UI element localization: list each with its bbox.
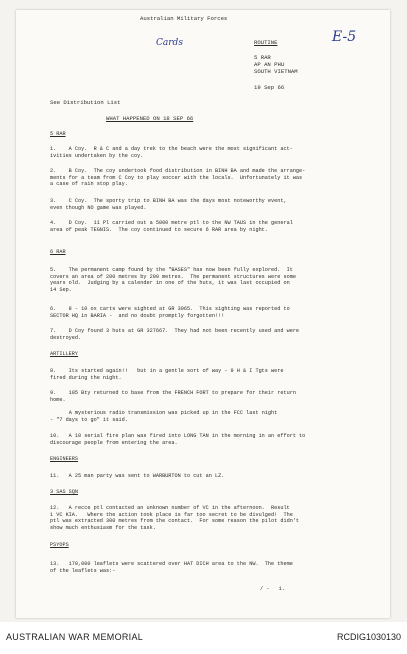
paragraph-12: 12. A recce ptl contacted an unknown number of VC in the afternoon. Result 1 VC KIA. Where the action took place is far too secret to be divulged! The ptl was extracted 300 metres from the contact. For some reason the pilot didn't show much enthusiasm for the task. xyxy=(50,505,300,531)
document-date: 19 Sep 66 xyxy=(254,84,285,91)
unit-label: 5 RAR xyxy=(254,54,271,61)
paragraph-10: 10. A 10 serial fire plan was fired into LONG TAN in the morning in an effort to discourage people from entering the area. xyxy=(50,433,306,446)
paragraph-8: 8. Its started again!! but in a gentle sort of way - 9 H & I Tgts were fired during the night. xyxy=(50,368,284,381)
section-heading-6-rar: 6 RAR xyxy=(50,249,66,255)
paragraph-4: 4. D Coy. 11 Pl carried out a 5000 metre ptl to the NW TAUS in the general area of peak TEGNIS. The coy continued to secure 6 RAR area by night. xyxy=(50,220,293,233)
section-heading-artillery: ARTILLERY xyxy=(50,351,79,357)
page-number: / - 1. xyxy=(260,586,285,592)
distribution-line: See Distribution List xyxy=(50,99,121,106)
section-heading-psyops: PSYOPS xyxy=(50,542,69,548)
routine-label: ROUTINE xyxy=(254,39,278,46)
paragraph-9b: A mysterious radio transmission was picked up in the FCC last night - "7 days to go" it said. xyxy=(50,410,278,423)
footer-archive-name: AUSTRALIAN WAR MEMORIAL xyxy=(6,632,144,642)
section-heading-5-rar: 5 RAR xyxy=(50,131,66,137)
archive-footer xyxy=(0,622,407,654)
location-line-2: SOUTH VIETNAM xyxy=(254,68,298,75)
paragraph-1: 1. A Coy. R & C and a day trek to the beach were the most significant act- ivities undertaken by the coy. xyxy=(50,146,293,159)
section-heading-3-sas-sqn: 3 SAS SQN xyxy=(50,489,79,495)
paragraph-9: 9. 105 Bty returned to base from the FRENCH FORT to prepare for their return home. xyxy=(50,390,296,403)
paragraph-5: 5. The permanent camp found by the "BASES" has now been fully explored. It covers an area of 200 metres by 200 metres. The permanent structures were some years old. Judging by a calender in one of the huts, it was last occupied on 14 Sep. xyxy=(50,267,296,293)
footer-record-id: RCDIG1030130 xyxy=(336,632,401,642)
paragraph-6: 6. 8 - 10 ox carts were sighted at GR 3065. This sighting was reported to SECTOR HQ in BARIA - and no doubt promptly forgotten!!! xyxy=(50,306,290,319)
org-heading: Australian Military Forces xyxy=(140,15,228,22)
paragraph-2: 2. B Coy. The coy undertook food distribution in BINH BA and made the arrange- ments for a team from C Coy to play soccer with the locals. Unfortunately it was a case of rain stop play. xyxy=(50,168,306,188)
section-heading-engineers: ENGINEERS xyxy=(50,456,79,462)
document-page xyxy=(16,10,390,618)
paragraph-3: 3. C Coy. The sporty trip to BINH BA was the days most noteworthy event, even though NO game was played. xyxy=(50,198,287,211)
document-title: WHAT HAPPENED ON 18 SEP 66 xyxy=(106,115,194,122)
paragraph-7: 7. D Coy found 3 huts at GR 327667. They had not been recently used and were destroyed. xyxy=(50,328,300,341)
paragraph-11: 11. A 25 man party was sent to WARBURTON to cut an LZ. xyxy=(50,473,225,479)
paragraph-13: 13. 170,000 leaflets were scattered over HAT DICH area to the NW. The theme of the leaflets was:- xyxy=(50,561,293,574)
handwritten-note: Cards xyxy=(156,38,183,48)
location-line-1: AP AN PHU xyxy=(254,61,285,68)
handwritten-code: E-5 xyxy=(332,29,357,45)
